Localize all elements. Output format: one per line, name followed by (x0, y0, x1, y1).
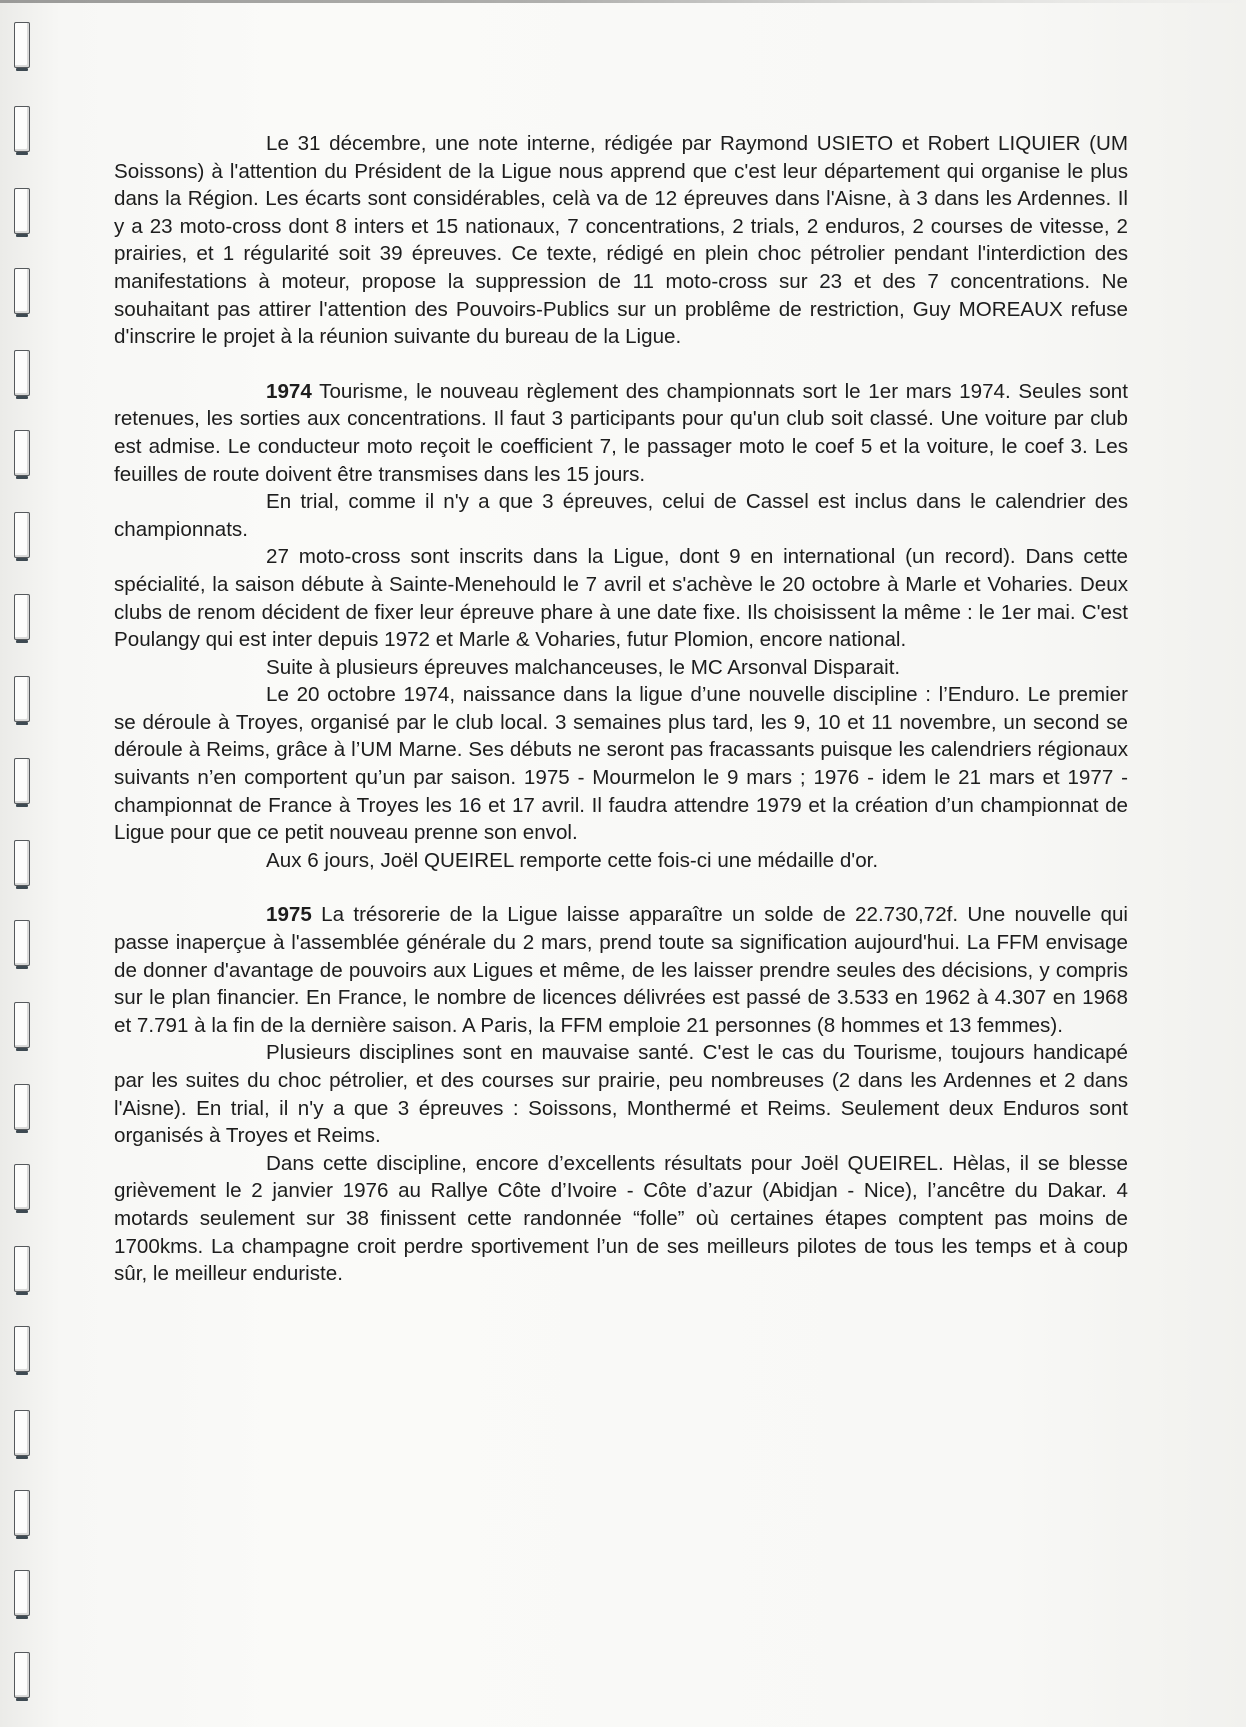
binding-hole (14, 1084, 30, 1130)
binding-hole (14, 1570, 30, 1616)
binding-hole (14, 268, 30, 314)
binding-hole (14, 188, 30, 234)
binding-hole (14, 1410, 30, 1456)
top-edge-line (0, 0, 1246, 3)
binding-hole (14, 1652, 30, 1698)
paragraph-text: Plusieurs disciplines sont en mauvaise santé. C'est le cas du Tourisme, toujours handicapé par les suites du choc pétrolier, et des courses sur prairie, peu nombreuses (2 dans les Ardennes et 2 dans l'Aisne). En trial, il n'y a que 3 épreuves : Soissons, Monthermé et Reims. Seulement deux Enduros sont organisés à Troyes et Reims. (114, 1041, 1128, 1148)
binding-hole (14, 1490, 30, 1536)
binding-hole (14, 350, 30, 396)
binding-hole (14, 22, 30, 68)
paragraph-text: Dans cette discipline, encore d’excellents résultats pour Joël QUEIREL. Hèlas, il se blesse grièvement le 2 janvier 1976 au Rallye Côte d’Ivoire - Côte d’azur (Abidjan - Nice), l’ancêtre du Dakar. 4 motards seulement sur 38 finissent cette randonnée “folle” où certaines étapes comptent pas moins de 1700kms. La champagne croit perdre sportivement l’un de ses meilleurs pilotes de tous les temps et à coup sûr, le meilleur enduriste. (114, 1151, 1128, 1286)
binding-hole (14, 594, 30, 640)
paragraph (114, 378, 1128, 488)
paragraph (114, 488, 1128, 543)
binding-hole (14, 1246, 30, 1292)
binding-hole (14, 106, 30, 152)
binding-hole (14, 1326, 30, 1372)
paragraph-text: 27 moto-cross sont inscrits dans la Ligue, dont 9 en international (un record). Dans cette spécialité, la saison débute à Sainte-Menehould le 7 avril et s'achève le 20 octobre à Marle et Voharies. Deux clubs de renom décident de fixer leur épreuve phare à une date fixe. Ils choisissent la même : le 1er mai. C'est Poulangy qui est inter depuis 1972 et Marle & Voharies, futur Plomion, encore national. (114, 545, 1128, 652)
body-text (114, 130, 1128, 1288)
paragraph-text: Le 20 octobre 1974, naissance dans la ligue d’une nouvelle discipline : l’Enduro. Le premier se déroule à Troyes, organisé par le club local. 3 semaines plus tard, les 9, 10 et 11 novembre, un second se déroule à Reims, grâce à l’UM Marne. Ses débuts ne seront pas fracassants puisque les calendriers régionaux suivants n’en comportent qu’un par saison. 1975 - Mourmelon le 9 mars ; 1976 - idem le 21 mars et 1977 - championnat de France à Troyes les 16 et 17 avril. Il faudra attendre 1979 et la création d’un championnat de Ligue pour que ce petit nouveau prenne son envol. (114, 683, 1128, 845)
paragraph-text: Le 31 décembre, une note interne, rédigée par Raymond USIETO et Robert LIQUIER (UM Soissons) à l'attention du Président de la Ligue nous apprend que c'est leur département qui organise le plus dans la Région. Les écarts sont considérables, celà va de 12 épreuves dans l'Aisne, à 3 dans les Ardennes. Il y a 23 moto-cross dont 8 inters et 15 nationaux, 7 concentrations, 2 trials, 2 enduros, 2 courses de vitesse, 2 prairies, et 1 régularité soit 39 épreuves. Ce texte, rédigé en plein choc pétrolier pendant l'interdiction des manifestations à moteur, propose la suppression de 11 moto-cross sur 23 et des 7 concentrations. Ne souhaitant pas attirer l'attention des Pouvoirs-Publics sur un problême de restriction, Guy MOREAUX refuse d'inscrire le projet à la réunion suivante du bureau de la Ligue. (114, 132, 1128, 349)
paragraph-text: Tourisme, le nouveau règlement des championnats sort le 1er mars 1974. Seules sont retenues, les sorties aux concentrations. Il faut 3 participants pour qu'un club soit classé. Une voiture par club est admise. Le conducteur moto reçoit le coefficient 7, le passager moto le coef 5 et la voiture, le coef 3. Les feuilles de route doivent être transmises dans les 15 jours. (114, 379, 1128, 486)
paragraph (114, 1150, 1128, 1288)
paragraph (114, 1039, 1128, 1149)
paragraph (114, 130, 1128, 351)
binding-hole (14, 920, 30, 966)
paragraph (114, 681, 1128, 847)
binding-holes (14, 0, 54, 1727)
paragraph (114, 847, 1128, 875)
binding-hole (14, 1002, 30, 1048)
paragraph-text: La trésorerie de la Ligue laisse apparaître un solde de 22.730,72f. Une nouvelle qui passe inaperçue à l'assemblée générale du 2 mars, prend toute sa signification aujourd'hui. La FFM envisage de donner d'avantage de pouvoirs aux Ligues et même, de les laisser prendre seules des décisions, y compris sur le plan financier. En France, le nombre de licences délivrées est passé de 3.533 en 1962 à 4.307 en 1968 et 7.791 à la fin de la dernière saison. A Paris, la FFM emploie 21 personnes (8 hommes et 13 femmes). (114, 903, 1128, 1037)
paragraph-text: Suite à plusieurs épreuves malchanceuses, le MC Arsonval Disparait. (266, 655, 901, 679)
year-heading: 1974 (266, 379, 312, 403)
paragraph (114, 901, 1128, 1039)
binding-hole (14, 676, 30, 722)
paragraph (114, 654, 1128, 682)
paragraph-text: Aux 6 jours, Joël QUEIREL remporte cette fois-ci une médaille d'or. (266, 848, 879, 872)
binding-hole (14, 758, 30, 804)
binding-hole (14, 512, 30, 558)
paragraph (114, 543, 1128, 653)
year-heading: 1975 (266, 903, 312, 927)
binding-hole (14, 1164, 30, 1210)
binding-hole (14, 840, 30, 886)
binding-hole (14, 430, 30, 476)
paragraph-text: En trial, comme il n'y a que 3 épreuves, celui de Cassel est inclus dans le calendrier des championnats. (114, 490, 1128, 541)
